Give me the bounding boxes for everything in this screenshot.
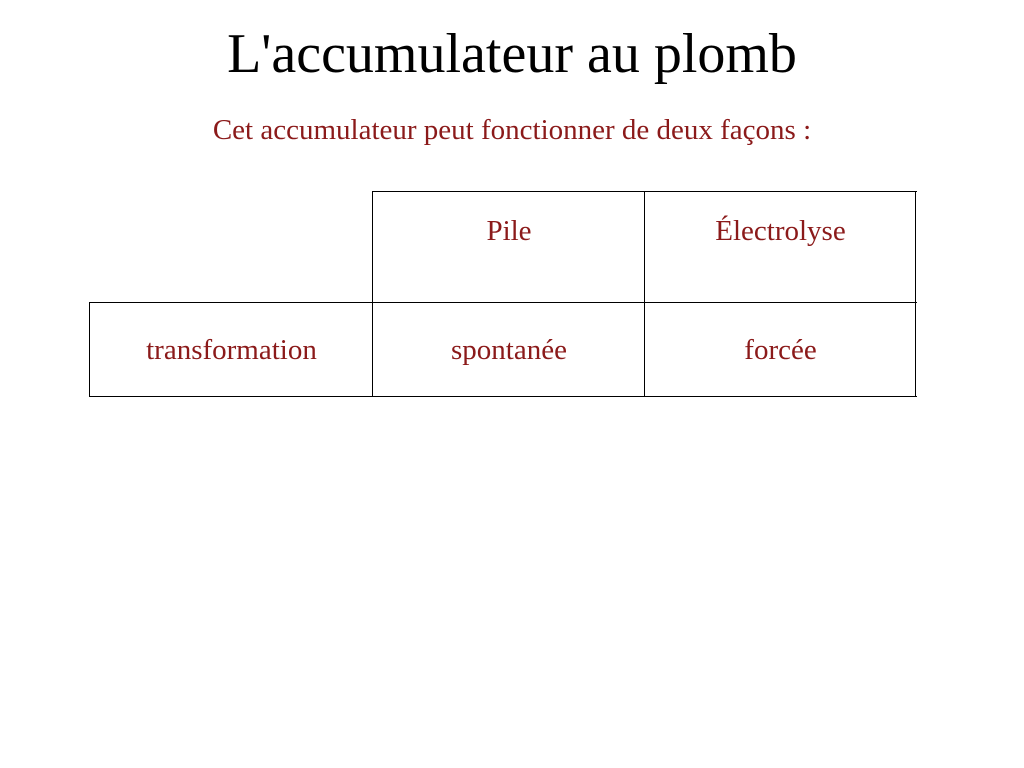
slide-subtitle: Cet accumulateur peut fonctionner de deux façons : (212, 114, 812, 146)
table-cell-pile: spontanée (451, 334, 567, 366)
table-header-pile: Pile (486, 214, 532, 247)
table-header-electrolyse: Électrolyse (715, 214, 846, 247)
table-row-label: transformation (146, 334, 317, 366)
table-line-row-top (89, 302, 917, 303)
slide-title: L'accumulateur au plomb (227, 23, 797, 85)
table-cell-electrolyse: forcée (744, 334, 817, 366)
